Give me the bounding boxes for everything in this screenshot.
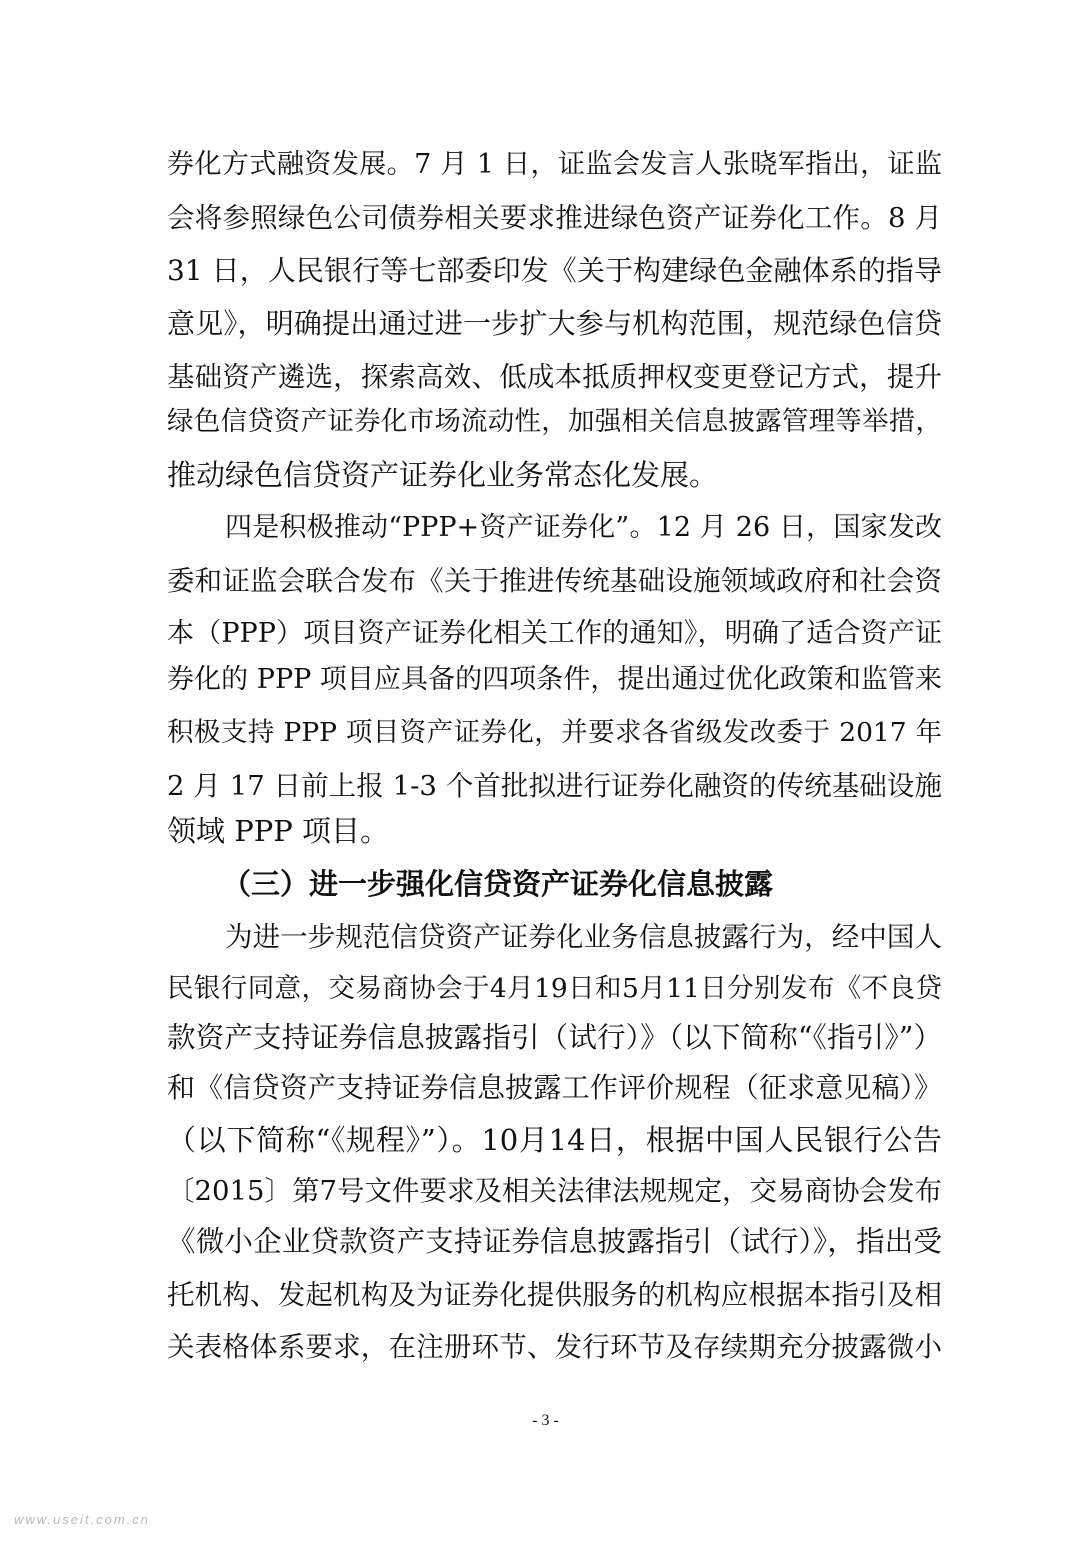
paragraph-3-line-3: 款资产支持证券信息披露指引（试行）》（以下简称“《指引》”） <box>167 1021 942 1054</box>
paragraph-3-line-2: 民银行同意，交易商协会于4月19日和5月11日分别发布《不良贷 <box>167 973 942 1004</box>
paragraph-1-line-4: 意见》，明确提出通过进一步扩大参与机构范围，规范绿色信贷 <box>167 307 942 340</box>
paragraph-1-line-3: 31 日，人民银行等七部委印发《关于构建绿色金融体系的指导 <box>167 254 942 287</box>
paragraph-2-line-3: 本（PPP）项目资产证券化相关工作的通知》，明确了适合资产证 <box>167 618 942 649</box>
paragraph-2-line-5: 积极支持 PPP 项目资产证券化，并要求各省级发改委于 2017 年 <box>167 717 942 748</box>
paragraph-1-line-6: 绿色信贷资产证券化市场流动性，加强相关信息披露管理等举措， <box>167 406 942 437</box>
section-heading: （三）进一步强化信贷资产证券化信息披露 <box>222 867 774 901</box>
paragraph-2-line-2: 委和证监会联合发布《关于推进传统基础设施领域政府和社会资 <box>167 565 942 597</box>
paragraph-3-line-4: 和《信贷资产支持证券信息披露工作评价规程（征求意见稿）》 <box>167 1071 942 1104</box>
paragraph-2-line-7: 领域 PPP 项目。 <box>167 814 389 848</box>
paragraph-3-line-8: 托机构、发起机构及为证券化提供服务的机构应根据本指引及相 <box>167 1279 942 1311</box>
paragraph-2-line-1: 四是积极推动“PPP+资产证券化”。12 月 26 日，国家发改 <box>225 512 942 543</box>
paragraph-2-line-6: 2 月 17 日前上报 1-3 个首批拟进行证券化融资的传统基础设施 <box>167 770 942 802</box>
paragraph-3-line-6: 〔2015〕第7号文件要求及相关法律法规规定，交易商协会发布 <box>167 1175 942 1207</box>
page-number: - 3 - <box>532 1412 559 1429</box>
paragraph-3-line-7: 《微小企业贷款资产支持证券信息披露指引（试行）》，指出受 <box>167 1225 942 1258</box>
watermark-text: www.useit.com.cn <box>14 1512 151 1527</box>
paragraph-3-line-1: 为进一步规范信贷资产证券化业务信息披露行为，经中国人 <box>225 921 942 953</box>
paragraph-3-line-5: （以下简称“《规程》”）。10月14日，根据中国人民银行公告 <box>167 1123 942 1157</box>
paragraph-1-line-5: 基础资产遴选，探索高效、低成本抵质押权变更登记方式，提升 <box>167 361 942 393</box>
paragraph-3-line-9: 关表格体系要求，在注册环节、发行环节及存续期充分披露微小 <box>167 1331 942 1363</box>
paragraph-1-line-2: 会将参照绿色公司债券相关要求推进绿色资产证券化工作。8 月 <box>167 202 942 234</box>
paragraph-1-line-7: 推动绿色信贷资产证券化业务常态化发展。 <box>167 458 719 492</box>
paragraph-1-line-1: 券化方式融资发展。7 月 1 日，证监会发言人张晓军指出，证监 <box>167 149 942 180</box>
paragraph-2-line-4: 券化的 PPP 项目应具备的四项条件，提出通过优化政策和监管来 <box>167 664 942 695</box>
